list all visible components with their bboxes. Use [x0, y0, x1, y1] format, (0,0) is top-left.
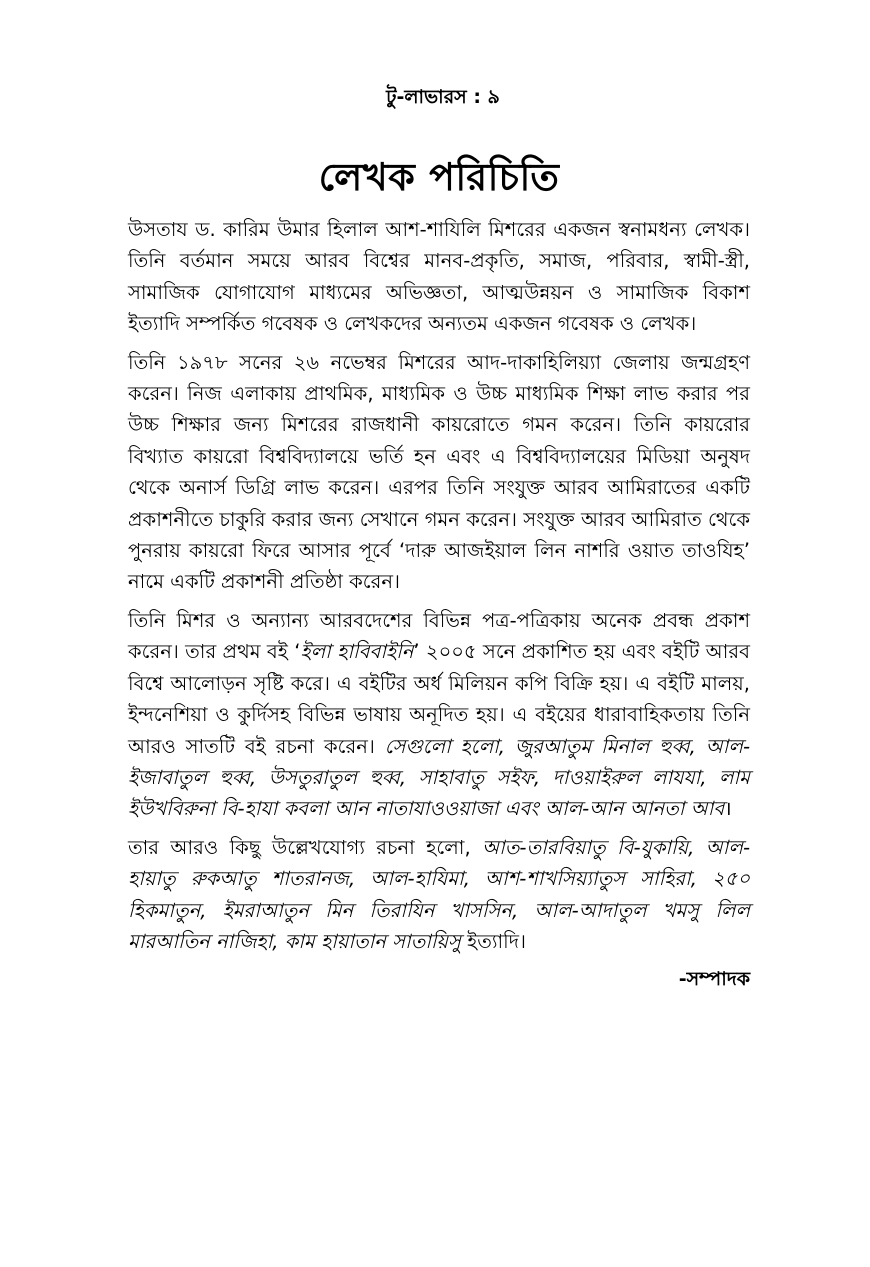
text-segment: তার আরও কিছু উল্লেখযোগ্য রচনা হলো,: [128, 835, 483, 859]
text-segment: ইত্যাদি।: [460, 929, 526, 953]
paragraph-first-book: [128, 605, 750, 825]
book-title-list: সেগুলো হলো, জুরআতুম মিনাল হুব্ব, আল-ইজাবাতুল হুব্ব, উসতুরাতুল হুব্ব, সাহাবাতু সইফ, দাওয়াইরুল লাযযা, লাম ইউখবিরুনা বি-হাযা কবলা আন নাতাযাওওয়াজা এবং আল-আন আনতা আব: [128, 734, 750, 821]
text-segment: ।: [724, 797, 732, 821]
page-title: লেখক পরিচিতি: [318, 155, 560, 199]
running-head: টু-লাভারস : ৯: [386, 86, 500, 108]
paragraph-other-works: [128, 832, 750, 958]
paragraph-intro: উসতায ড. কারিম উমার হিলাল আশ-শাযিলি মিশরের একজন স্বনামধন্য লেখক। তিনি বর্তমান সময়ে আরব বিশ্বের মানব-প্রকৃতি, সমাজ, পরিবার, স্বামী-স্ত্রী, সামাজিক যোগাযোগ মাধ্যমের অভিজ্ঞতা, আত্মউন্নয়ন ও সামাজিক বিকাশ ইত্যাদি সম্পর্কিত গবেষক ও লেখকদের অন্যতম একজন গবেষক ও লেখক।: [128, 218, 750, 336]
book-title-list: আত-তারবিয়াতু বি-যুকায়ি, আল-হায়াতু রুকআতু শাতরানজ, আল-হাযিমা, আশ-শাখসিয়্যাতুস সাহিরা, ২৫০ হিকমাতুন, ইমরাআতুন মিন তিরাযিন খাসসিন, আল-আদাতুল খমসু লিল মারআতিন নাজিহা, কাম হায়াতান সাতায়িসু: [128, 835, 750, 953]
book-title: ইলা হাবিবাইনি: [300, 640, 414, 664]
book-page: [128, 82, 750, 994]
text-segment: তিনি মিশর ও অন্যান্য আরবদেশের বিভিন্ন পত্র-পত্রিকায় অনেক প্রবন্ধ প্রকাশ করেন। তার প্রথম বই ‘: [128, 608, 750, 664]
text-segment: ’ ২০০৫ সনে প্রকাশিত হয় এবং বইটি আরব বিশ্বে আলোড়ন সৃষ্টি করে। এ বইটির অর্ধ মিলিয়ন কপি বিক্রি হয়। এ বইটি মালয়, ইন্দনেশিয়া ও কুর্দিসহ বিভিন্ন ভাষায় অনূদিত হয়। এ বইয়ের ধারাবাহিকতায় তিনি আরও সাতটি বই রচনা করেন।: [128, 640, 750, 758]
editor-signature: -সম্পাদক: [678, 968, 750, 991]
paragraph-biography: তিনি ১৯৭৮ সনের ২৬ নভেম্বর মিশরের আদ-দাকাহিলিয়্যা জেলায় জন্মগ্রহণ করেন। নিজ এলাকায় প্রাথমিক, মাধ্যমিক ও উচ্চ মাধ্যমিক শিক্ষা লাভ করার পর উচ্চ শিক্ষার জন্য মিশরের রাজধানী কায়রোতে গমন করেন। তিনি কায়রোর বিখ্যাত কায়রো বিশ্ববিদ্যালয়ে ভর্তি হন এবং এ বিশ্ববিদ্যালয়ের মিডিয়া অনুষদ থেকে অনার্স ডিগ্রি লাভ করেন। এরপর তিনি সংযুক্ত আরব আমিরাতের একটি প্রকাশনীতে চাকুরি করার জন্য সেখানে গমন করেন। সংযুক্ত আরব আমিরাত থেকে পুনরায় কায়রো ফিরে আসার পূর্বে ‘দারু আজইয়াল লিন নাশরি ওয়াত তাওযিহ’ নামে একটি প্রকাশনী প্রতিষ্ঠা করেন।: [128, 350, 750, 594]
